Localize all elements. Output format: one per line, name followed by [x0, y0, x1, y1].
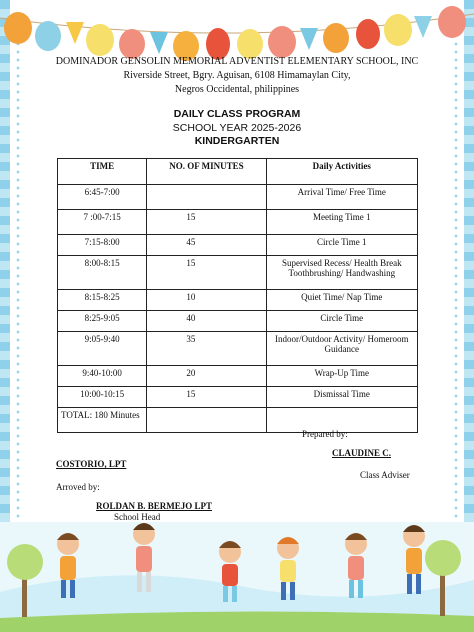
empty-cell: [147, 408, 266, 433]
table-row: [58, 256, 418, 290]
table-row: [58, 185, 418, 210]
school-address-line2: Negros Occidental, philippines: [174, 84, 300, 95]
table-row: [58, 290, 418, 311]
time-cell: 9:05-9:40: [58, 332, 147, 366]
schedule-table: [57, 158, 418, 433]
activity-cell: Wrap-Up Time: [266, 366, 417, 387]
activity-cell: Quiet Time/ Nap Time: [266, 290, 417, 311]
adviser-name-last: COSTORIO, LPT: [56, 459, 127, 469]
time-cell: 9:40-10:00: [58, 366, 147, 387]
table-row: [58, 210, 418, 235]
table-row: [58, 311, 418, 332]
school-name: DOMINADOR GENSOLIN MEMORIAL ADVENTIST ELEMENTARY SCHOOL, INC: [55, 56, 419, 67]
approved-by-label: Arroved by:: [56, 482, 100, 492]
minutes-cell: 20: [147, 366, 266, 387]
school-head-role: School Head: [114, 512, 161, 522]
activity-cell: Supervised Recess/ Health Break Toothbrushing/ Handwashing: [266, 256, 417, 290]
time-cell: 10:00-10:15: [58, 387, 147, 408]
activity-cell: Circle Time 1: [266, 235, 417, 256]
minutes-cell: 15: [147, 210, 266, 235]
table-row: [58, 366, 418, 387]
table-row: [58, 235, 418, 256]
adviser-name-first: CLAUDINE C.: [332, 448, 392, 458]
table-row: [58, 332, 418, 366]
time-cell: 8:00-8:15: [58, 256, 147, 290]
time-cell: 6:45-7:00: [58, 185, 147, 210]
school-head-name: ROLDAN B. BERMEJO LPT: [96, 501, 213, 511]
minutes-cell: 10: [147, 290, 266, 311]
prepared-by-label: Prepared by:: [302, 429, 348, 439]
header-activities: Daily Activities: [266, 159, 417, 185]
total-minutes-cell: TOTAL: 180 Minutes: [58, 408, 147, 433]
minutes-cell: 15: [147, 256, 266, 290]
minutes-cell: 15: [147, 387, 266, 408]
minutes-cell: 45: [147, 235, 266, 256]
header-minutes: NO. OF MINUTES: [147, 159, 266, 185]
minutes-cell: 35: [147, 332, 266, 366]
table-row: [58, 387, 418, 408]
school-header: [0, 55, 474, 97]
program-title: DAILY CLASS PROGRAM: [173, 108, 301, 120]
table-total-row: [58, 408, 418, 433]
activity-cell: Circle Time: [266, 311, 417, 332]
document-titles: [0, 108, 474, 149]
grade-level: KINDERGARTEN: [194, 135, 280, 147]
time-cell: 8:15-8:25: [58, 290, 147, 311]
activity-cell: Indoor/Outdoor Activity/ Homeroom Guidance: [266, 332, 417, 366]
activity-cell: Arrival Time/ Free Time: [266, 185, 417, 210]
children-playing-illustration: [0, 522, 474, 632]
minutes-cell: 40: [147, 311, 266, 332]
school-address-line1: Riverside Street, Bgry. Aguisan, 6108 Himamaylan City,: [123, 70, 351, 81]
table-header-row: [58, 159, 418, 185]
time-cell: 7 :00-7:15: [58, 210, 147, 235]
time-cell: 8:25-9:05: [58, 311, 147, 332]
adviser-role: Class Adviser: [360, 470, 410, 480]
school-year: SCHOOL YEAR 2025-2026: [172, 121, 302, 134]
time-cell: 7:15-8:00: [58, 235, 147, 256]
minutes-cell: [147, 185, 266, 210]
activity-cell: Meeting Time 1: [266, 210, 417, 235]
activity-cell: Dismissal Time: [266, 387, 417, 408]
header-time: TIME: [58, 159, 147, 185]
